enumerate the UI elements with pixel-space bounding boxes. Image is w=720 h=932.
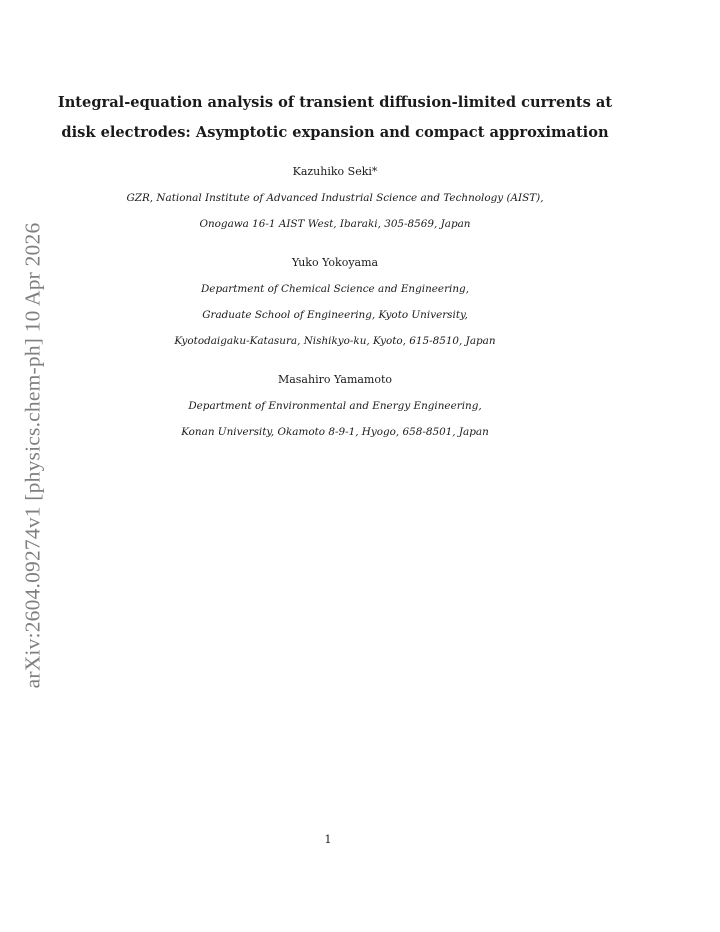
author-name: Yuko Yokoyama [291,256,379,269]
author-affiliation-line: Onogawa 16-1 AIST West, Ibaraki, 305-8569, Japan [199,218,471,230]
page-number: 1 [324,833,332,846]
arxiv-identifier: arXiv:2604.09274v1 [physics.chem-ph] 10 Apr 2026 [20,222,45,688]
author-name: Kazuhiko Seki* [292,165,378,178]
author-name: Masahiro Yamamoto [277,373,393,386]
author-affiliation-line: Kyotodaigaku-Katasura, Nishikyo-ku, Kyoto, 615-8510, Japan [174,335,496,347]
author-block-1 [0,159,670,237]
author-affiliation-line: Department of Chemical Science and Engineering, [200,283,470,295]
author-affiliation-line: Konan University, Okamoto 8-9-1, Hyogo, 658-8501, Japan [181,426,489,438]
author-affiliation-line: Graduate School of Engineering, Kyoto University, [202,309,468,321]
author-affiliation-line: GZR, National Institute of Advanced Industrial Science and Technology (AIST), [126,192,544,204]
author-block-3 [0,367,670,445]
title-line-1: Integral-equation analysis of transient diffusion-limited currents at [57,94,613,111]
author-block-2 [0,250,670,354]
title-line-2: disk electrodes: Asymptotic expansion and compact approximation [61,124,609,141]
author-affiliation-line: Department of Environmental and Energy Engineering, [188,400,482,412]
paper-title [0,88,670,148]
